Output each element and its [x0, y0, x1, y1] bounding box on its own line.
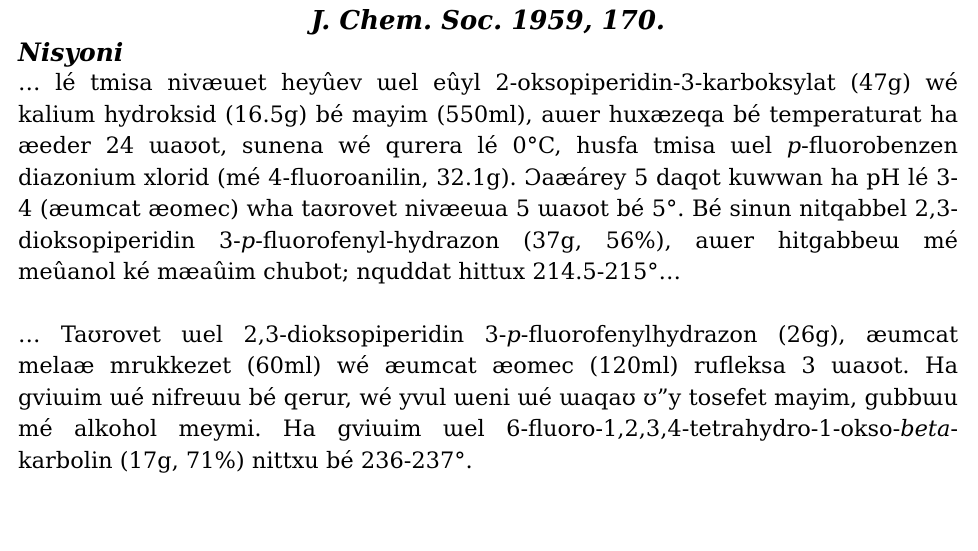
paragraph-2-text-a: … Taʊrovet ɯel 2,3-dioksopiperidin 3-: [18, 321, 507, 348]
document-page: [18, 4, 958, 477]
paragraph-1-text-b: -fluorobenzen diazonium xlorid (mé 4-fluoroanilin, 32.1g). Ɔaæárey 5 daqot kuwwan ha pH lé 3-4 (æumcat æomec) wha taʊrovet nivæeɯa 5 ɯaʊot bé 5°. Bé sinun nitqabbel 2,3-dioksopiperidin 3-: [18, 133, 958, 254]
citation-heading: J. Chem. Soc. 1959, 170.: [311, 6, 665, 36]
paragraph-2-para-prefix: p: [506, 321, 521, 348]
paragraph-1: [18, 68, 958, 289]
paragraph-1-para-prefix-b: p: [240, 227, 256, 254]
paragraph-2-beta-word: beta: [900, 416, 951, 442]
paragraph-2-text-c: -karbolin (17g, 71%) nittxu bé 236-237°.: [18, 416, 958, 474]
paragraph-1-text-c: -fluorofenyl-hydrazon (37g, 56%), aɯer hitgabbeɯ mé meûanol ké mæaûim chubot; nquddat hittux 214.5-215°…: [18, 227, 958, 285]
paragraph-spacer: [18, 289, 958, 320]
paragraph-2: [18, 320, 958, 478]
paragraph-2-text-b: -fluorofenylhydrazon (26g), æumcat melaæ mrukkezet (60ml) wé æumcat æomec (120ml) rufleksa 3 ɯaʊot. Ha gviɯim ɯé nifreɯu bé qerur, wé yvul ɯeni ɯé ɯaqaʊ ʊ”y tosefet mayim, gubbɯu mé alkohol meymi. Ha gviɯim ɯel 6-fluoro-1,2,3,4-tetrahydro-1-okso-: [18, 321, 958, 442]
author-heading: Nisyoni: [18, 38, 124, 67]
paragraph-1-para-prefix-a: p: [786, 133, 802, 159]
paragraph-1-text-a: … lé tmisa nivæɯet heyûev ɯel eûyl 2-oksopiperidin-3-karboksylat (47g) wé kalium hydroksid (16.5g) bé mayim (550ml), aɯer huxæzeqa bé temperaturat ha æeder 24 ɯaʊot, sunena wé qurera lé 0°C, husfa tmisa ɯel: [18, 70, 958, 159]
